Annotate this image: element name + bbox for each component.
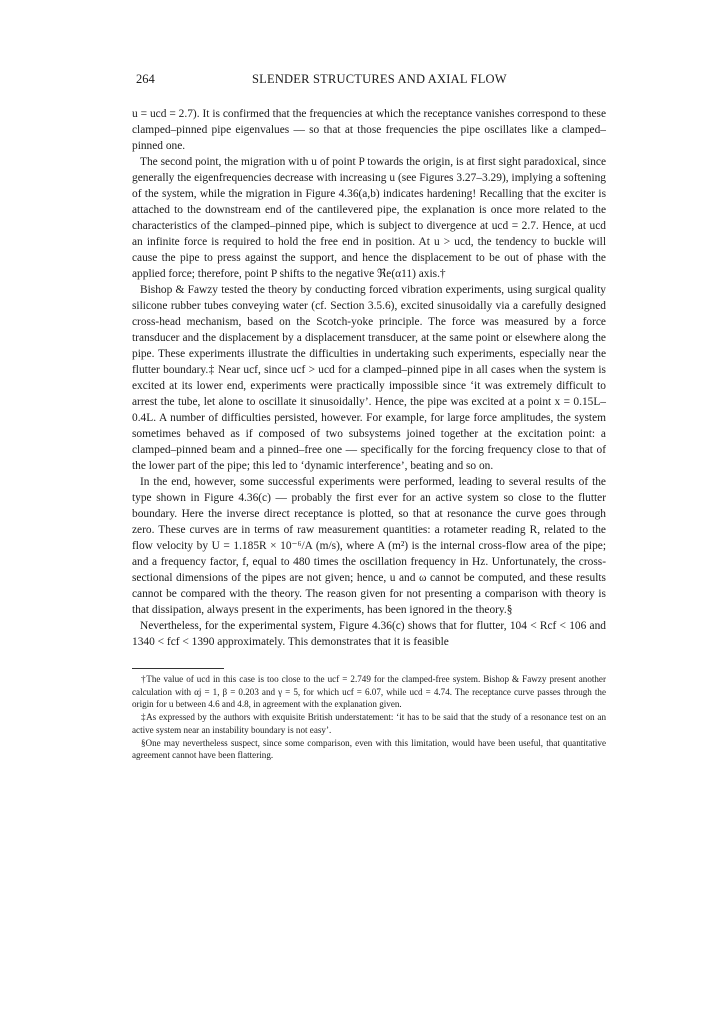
page-header [132,72,606,92]
paragraph: In the end, however, some successful experiments were performed, leading to several results of the type shown in Figure 4.36(c) — probably the first ever for an active system so close to the flutter boundary. Here the inverse direct receptance is plotted, so that at resonance the curve goes through zero. These curves are in terms of raw measurement quantities: a rotameter reading R, related to the flow velocity by U = 1.185R × 10⁻⁶/A (m/s), where A (m²) is the internal cross-flow area of the pipe; and a frequency factor, f, equal to 480 times the oscillation frequency in Hz. Unfortunately, the cross-sectional dimensions of the pipes are not given; hence, u and ω cannot be computed, and these results cannot be compared with the theory. The reason given for not presenting a comparison with theory is that dissipation, always present in the experiments, has been ignored in the theory.§ [132,476,606,616]
page-number: 264 [136,72,155,86]
paragraph: u = ucd = 2.7). It is confirmed that the frequencies at which the receptance vanishes correspond to these clamped–pinned pipe eigenvalues — so that at those frequencies the pipe oscillates like a clamped–pinned one. [132,108,606,152]
running-title: SLENDER STRUCTURES AND AXIAL FLOW [252,72,507,86]
book-page [132,72,606,762]
footnote: †The value of ucd in this case is too close to the ucf = 2.749 for the clamped-free system. Bishop & Fawzy present another calculation with αj = 1, β = 0.203 and γ = 5, for which ucf = 6.07, while ucd = 4.74. The receptance curve passes through the origin for u between 4.6 and 4.8, in agreement with the explanation given. [132,674,606,710]
footnote: ‡As expressed by the authors with exquisite British understatement: ‘it has to be said that the study of a resonance test on an active system near an instability boundary is not easy’. [132,712,606,735]
paragraph: Nevertheless, for the experimental system, Figure 4.36(c) shows that for flutter, 104 < Rcf < 106 and 1340 < fcf < 1390 approximately. This demonstrates that it is feasible [132,620,606,648]
footnote: §One may nevertheless suspect, since some comparison, even with this limitation, would have been useful, that quantitative agreement cannot have been flattering. [132,737,606,761]
footnote-rule [132,668,224,669]
paragraph: Bishop & Fawzy tested the theory by conducting forced vibration experiments, using surgical quality silicone rubber tubes conveying water (cf. Section 3.5.6), excited sinusoidally via a carefully designed cross-head mechanism, based on the Scotch-yoke principle. The force was measured by a force transducer and the displacement by a displacement transducer, at the same point or elsewhere along the pipe. These experiments illustrate the difficulties in undertaking such experiments, especially near the flutter boundary.‡ Near ucf, since ucf > ucd for a clamped–pinned pipe in all cases when the system is excited at its lower end, experiments were practically impossible since ‘it was extremely difficult to arrest the tube, let alone to oscillate it sinusoidally’. Hence, the pipe was excited at a point x = 0.15L–0.4L. A number of difficulties persisted, however. For example, for large force amplitudes, the system sometimes behaved as if composed of two subsystems joined together at the excitation point: a clamped–pinned beam and a pinned–free one — specifically for the forcing frequency close to that of the lower part of the pipe; this led to ‘dynamic interference’, beating and so on. [132,284,606,472]
footnotes [132,673,606,762]
paragraph: The second point, the migration with u of point P towards the origin, is at first sight paradoxical, since generally the eigenfrequencies decrease with increasing u (see Figures 3.27–3.29), implying a softening of the system, while the migration in Figure 4.36(a,b) indicates hardening! Recalling that the exciter is attached to the downstream end of the cantilevered pipe, the explanation is once more related to the characteristics of the clamped–pinned pipe, which is subject to divergence at ucd = 2.7. Hence, at ucd an infinite force is required to hold the free end in position. At u > ucd, the tendency to buckle will cause the pipe to press against the support, and hence the displacement to be out of phase with the applied force; therefore, point P shifts to the negative ℜe(α11) axis.† [132,156,606,280]
body-text [132,106,606,650]
